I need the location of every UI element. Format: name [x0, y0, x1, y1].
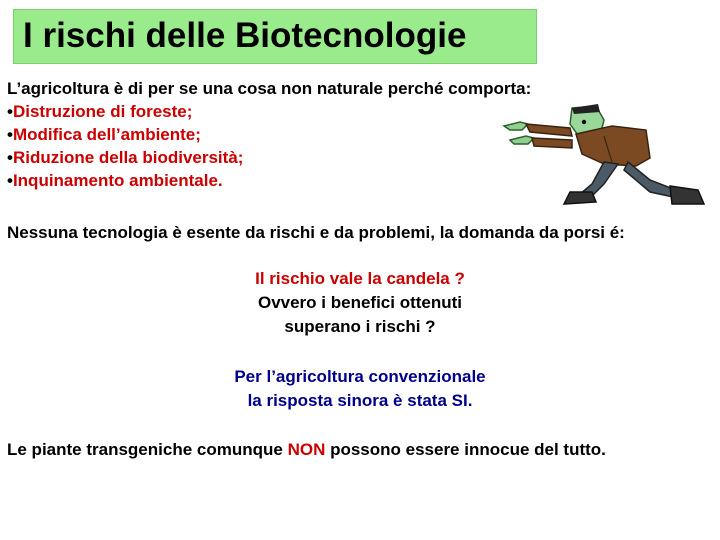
bullet-text: Distruzione di foreste;	[12, 102, 193, 121]
bullet-item	[7, 146, 243, 169]
answer-line-2: la risposta sinora è stata SI.	[247, 391, 473, 410]
final-text-start: Le piante transgeniche comunque	[7, 440, 288, 459]
final-statement	[7, 438, 606, 461]
question-line-1: Il rischio vale la candela ?	[255, 269, 465, 288]
bullet-text: Inquinamento ambientale.	[12, 171, 223, 190]
slide-title: I rischi delle Biotecnologie	[23, 16, 467, 55]
bullet-list	[7, 100, 243, 192]
bullet-item	[7, 169, 243, 192]
final-highlight: NON	[287, 440, 326, 459]
question-line-2: Ovvero i benefici ottenuti	[257, 293, 463, 312]
question-intro-paragraph: Nessuna tecnologia è esente da rischi e da problemi, la domanda da porsi é:	[7, 223, 625, 242]
title-box	[13, 9, 537, 64]
bullet-item	[7, 100, 243, 123]
answer-line-1: Per l’agricoltura convenzionale	[234, 367, 486, 386]
walking-monster-icon	[500, 100, 708, 212]
bullet-item	[7, 123, 243, 146]
intro-text: L’agricoltura è di per se una cosa non naturale perché comporta:	[7, 79, 532, 98]
final-text-end: possono essere innocue del tutto.	[325, 440, 606, 459]
bullet-text: Riduzione della biodiversità;	[12, 148, 244, 167]
question-line-3: superano i rischi ?	[284, 317, 436, 336]
bullet-text: Modifica dell’ambiente;	[12, 125, 201, 144]
